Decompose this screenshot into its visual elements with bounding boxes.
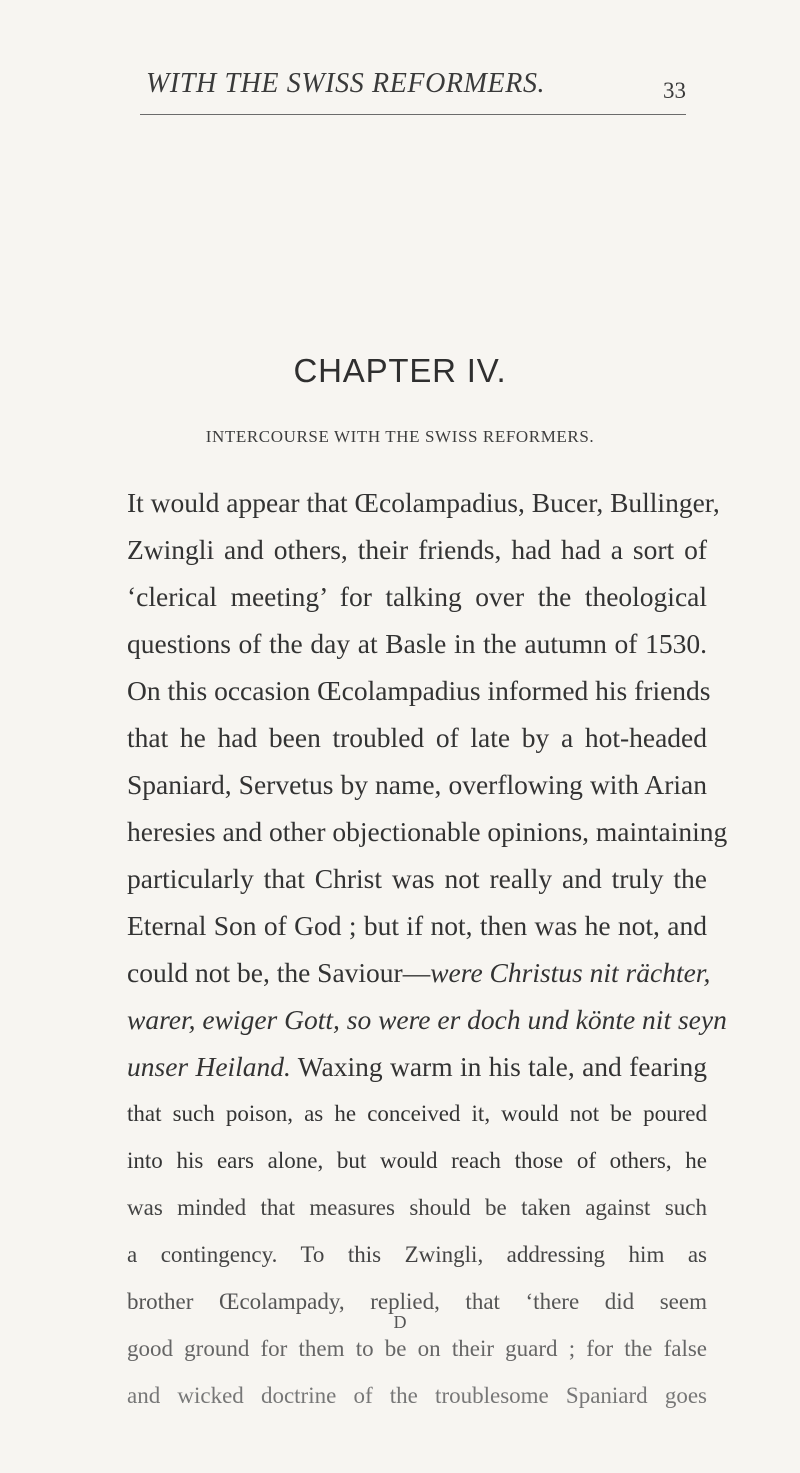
text-roman: Waxing warm in his tale, and fearing: [290, 1051, 707, 1082]
page-number: 33: [663, 78, 686, 103]
text-line: and wicked doctrine of the troublesome Spaniard goes: [127, 1383, 707, 1408]
text-line: good ground for them to be on their guard ; for the false: [127, 1336, 707, 1361]
text-line: On this occasion Œcolampadius informed his friends: [127, 675, 711, 706]
text-line: Spaniard, Servetus by name, overflowing with Arian: [127, 769, 707, 800]
text-line: that such poison, as he conceived it, would not be poured: [127, 1101, 707, 1126]
text-italic-quote: unser Heiland.: [127, 1051, 291, 1082]
running-head: [140, 64, 686, 118]
text-roman: could not be, the Saviour—: [127, 957, 431, 988]
text-line: was minded that measures should be taken against such: [127, 1195, 707, 1220]
chapter-heading: CHAPTER IV.: [293, 352, 507, 389]
text-italic-quote: warer, ewiger Gott, so were er doch und könte nit seyn: [127, 1004, 727, 1035]
text-line: Zwingli and others, their friends, had had a sort of: [127, 534, 707, 565]
text-line: that he had been troubled of late by a hot-headed: [127, 722, 707, 753]
text-line: Eternal Son of God ; but if not, then was he not, and: [127, 910, 707, 941]
text-line: into his ears alone, but would reach those of others, he: [127, 1148, 707, 1173]
text-line: particularly that Christ was not really and truly the: [127, 863, 707, 894]
text-line: questions of the day at Basle in the autumn of 1530.: [127, 628, 707, 659]
text-line: It would appear that Œcolampadius, Bucer, Bullinger,: [127, 487, 720, 518]
text-line: a contingency. To this Zwingli, addressing him as: [127, 1242, 707, 1267]
body-text: [127, 479, 728, 1419]
text-line: ‘clerical meeting’ for talking over the theological: [127, 581, 707, 612]
text-italic-quote: were Christus nit rächter,: [430, 957, 711, 988]
signature-mark: D: [393, 1312, 407, 1332]
header-rule: [140, 114, 686, 115]
text-line-mixed: [127, 1043, 707, 1090]
text-line: brother Œcolampady, replied, that ‘there did seem: [127, 1289, 707, 1314]
text-line-mixed: [127, 949, 711, 996]
text-line-italic: [127, 996, 727, 1043]
chapter-subtitle: INTERCOURSE WITH THE SWISS REFORMERS.: [205, 427, 595, 446]
running-title: WITH THE SWISS REFORMERS.: [146, 68, 546, 99]
text-line: heresies and other objectionable opinions, maintaining: [127, 816, 728, 847]
